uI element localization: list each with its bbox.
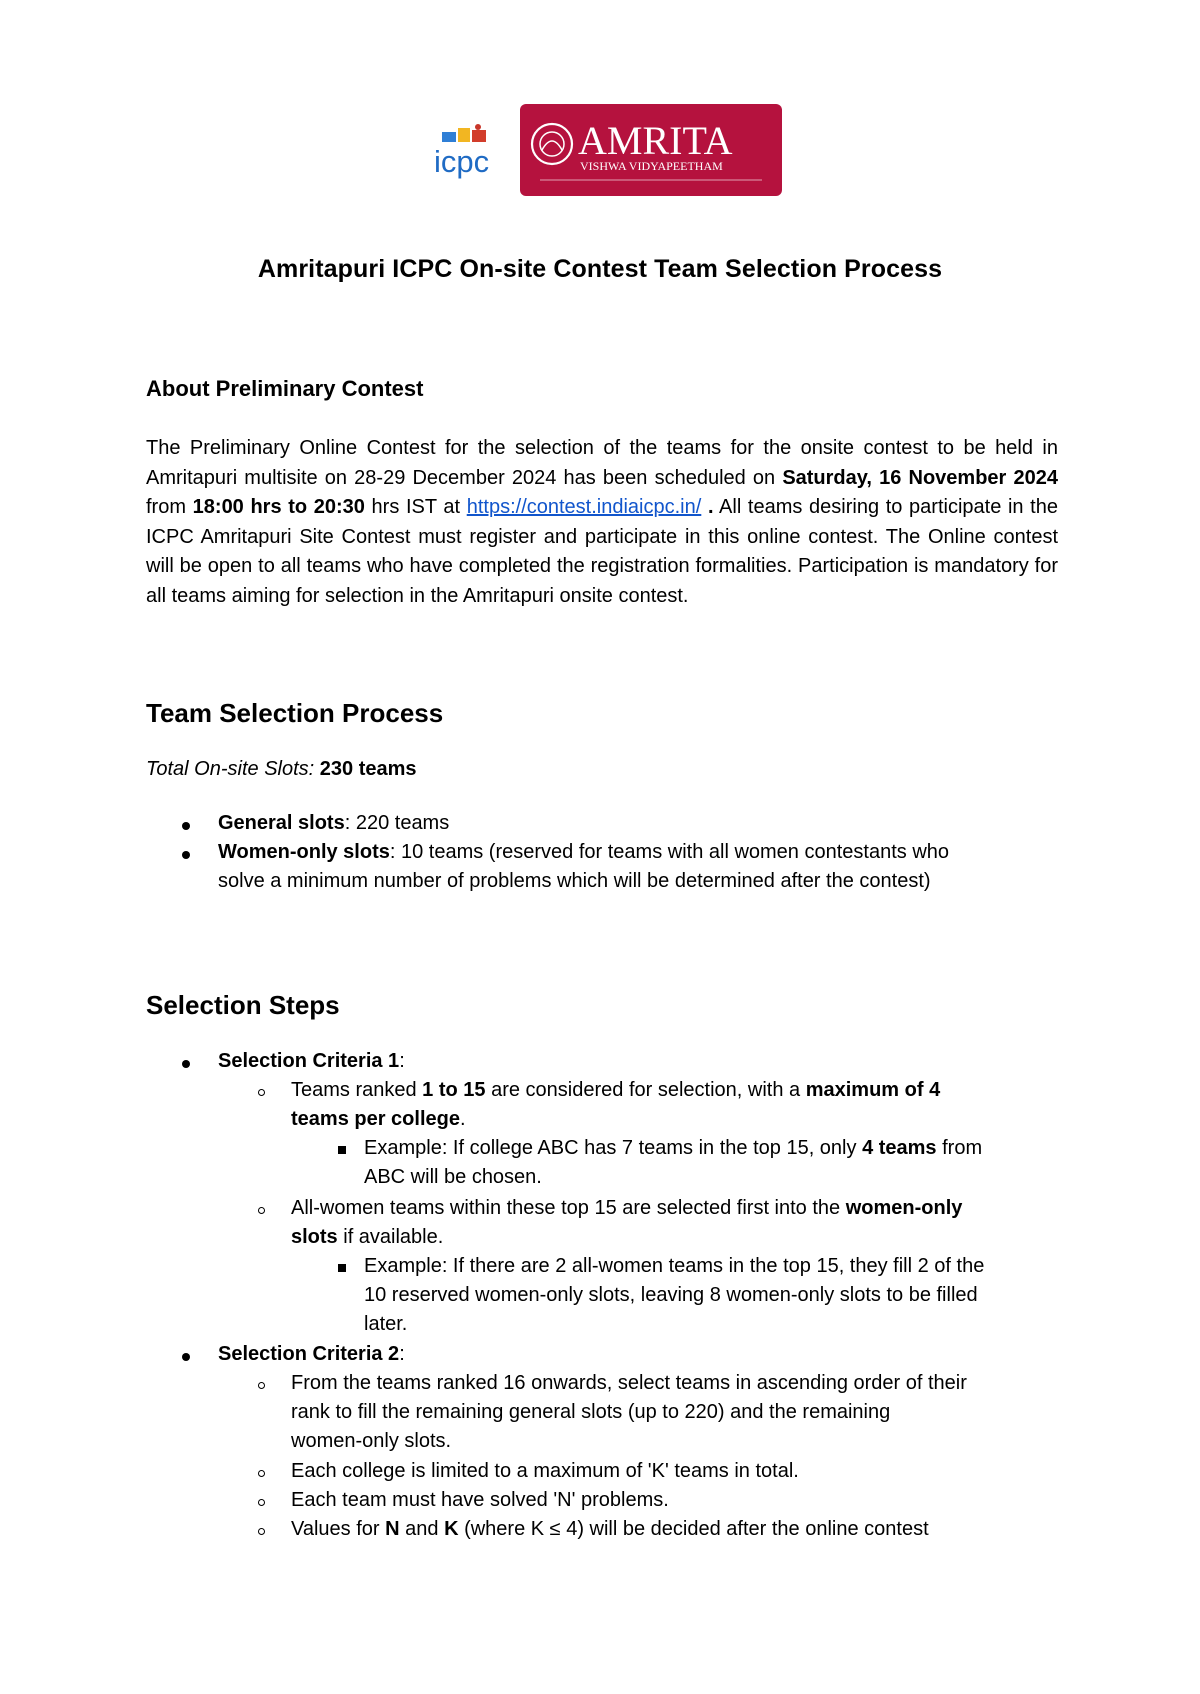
criteria-1-b-example-1: Example: If there are 2 all-women teams in the top 15, they fill 2 of the (364, 1255, 985, 1277)
general-slots-value: : 220 teams (344, 812, 450, 834)
criteria-2-a-3: women-only slots. (291, 1430, 452, 1452)
about-text-3: hrs IST at (364, 496, 467, 518)
women-slots-item-cont: solve a minimum number of problems which will be determined after the contest) (218, 870, 931, 892)
icpc-logo-text: icpc (434, 144, 490, 179)
amrita-logo-name: AMRITA (578, 118, 733, 163)
c2d-n: N (385, 1518, 400, 1540)
criteria-2-colon: : (399, 1343, 405, 1365)
bullet-circle (258, 1470, 265, 1477)
about-paragraph (146, 434, 1058, 611)
total-slots-value: 230 teams (319, 758, 417, 780)
c2d-text-1: Values for (291, 1518, 386, 1540)
general-slots-label: General slots (218, 812, 345, 834)
criteria-1-item (218, 1047, 405, 1077)
criteria-1-a (291, 1076, 940, 1106)
contest-date: Saturday, 16 November 2024 (782, 466, 1058, 489)
c1b-slots: slots (291, 1226, 338, 1248)
bullet-dot (182, 1353, 190, 1361)
women-slots-value-1: : 10 teams (reserved for teams with all women contestants who (389, 841, 950, 863)
c1a-max: maximum of 4 (805, 1079, 941, 1101)
women-slots-item (218, 838, 949, 868)
c1a-ex-bold: 4 teams (862, 1137, 937, 1159)
icpc-logo (432, 124, 502, 194)
criteria-2-label: Selection Criteria 2 (218, 1343, 400, 1365)
criteria-1-a-example-cont: ABC will be chosen. (364, 1166, 542, 1188)
criteria-2-item (218, 1340, 405, 1370)
bullet-square (338, 1264, 346, 1272)
total-slots-line (146, 755, 417, 785)
criteria-1-colon: : (399, 1050, 405, 1072)
c1b-women-only: women-only (845, 1197, 963, 1219)
total-slots-label: Total On-site Slots (146, 758, 309, 780)
about-text-5: All teams desiring to participate in the ICPC Amritapuri Site Contest must register and participate in this online contest. The Online contest will be open to all teams who have completed the registration formalities. Participation is mandatory for all teams aiming for selection in the Amritapuri onsite contest. (146, 496, 1058, 607)
bullet-dot (182, 822, 190, 830)
contest-time: 18:00 hrs to 20:30 (192, 496, 365, 518)
amrita-logo (520, 104, 782, 196)
header-logos (432, 104, 792, 196)
about-text-2: from (146, 496, 193, 518)
bullet-square (338, 1146, 346, 1154)
criteria-1-b-cont (291, 1223, 443, 1253)
c2d-text-2: and (399, 1518, 445, 1540)
criteria-2-d (291, 1515, 929, 1545)
bullet-dot (182, 1060, 190, 1068)
c1a-ex-text-2: from (936, 1137, 983, 1159)
c2d-k: K (444, 1518, 459, 1540)
bullet-circle (258, 1499, 265, 1506)
amrita-logo-subtitle: VISHWA VIDYAPEETHAM (580, 159, 723, 173)
criteria-1-b-example-3: later. (364, 1313, 408, 1335)
bullet-circle (258, 1528, 265, 1535)
total-slots-colon: : (308, 758, 320, 780)
criteria-1-b-example-2: 10 reserved women-only slots, leaving 8 women-only slots to be filled (364, 1284, 978, 1306)
about-text-1: The Preliminary Online Contest for the selection of the teams for the onsite contest to be held in Amritapuri multisite on 28-29 December 2024 has been scheduled on (146, 437, 1058, 489)
contest-link[interactable]: https://contest.indiaicpc.in/ (466, 496, 702, 518)
criteria-2-c: Each team must have solved 'N' problems. (291, 1489, 669, 1511)
c1a-rank: 1 to 15 (422, 1079, 486, 1101)
criteria-2-a-2: rank to fill the remaining general slots (up to 220) and the remaining (291, 1401, 891, 1423)
criteria-1-a-example (364, 1134, 982, 1164)
about-heading: About Preliminary Contest (146, 376, 424, 401)
bullet-circle (258, 1382, 265, 1389)
c1a-period: . (459, 1108, 466, 1130)
bullet-circle (258, 1207, 265, 1214)
criteria-1-a-cont (291, 1105, 466, 1135)
bullet-circle (258, 1089, 265, 1096)
c1b-text-2: if available. (337, 1226, 444, 1248)
criteria-1-b (291, 1194, 962, 1224)
team-selection-heading: Team Selection Process (146, 698, 444, 728)
about-text-4: . (701, 496, 714, 518)
criteria-2-a-1: From the teams ranked 16 onwards, select teams in ascending order of their (291, 1372, 967, 1394)
selection-steps-heading: Selection Steps (146, 990, 340, 1020)
c1a-text-1: Teams ranked (291, 1079, 423, 1101)
c1a-ex-text-1: Example: If college ABC has 7 teams in the top 15, only (364, 1137, 863, 1159)
c2d-text-3: (where K ≤ 4) will be decided after the online contest (458, 1518, 929, 1540)
c1a-per-college: teams per college (291, 1108, 460, 1130)
c1a-text-2: are considered for selection, with a (485, 1079, 806, 1101)
criteria-2-b: Each college is limited to a maximum of 'K' teams in total. (291, 1460, 799, 1482)
bullet-dot (182, 851, 190, 859)
c1b-text-1: All-women teams within these top 15 are selected first into the (291, 1197, 846, 1219)
criteria-1-label: Selection Criteria 1 (218, 1050, 400, 1072)
general-slots-item (218, 809, 449, 839)
page-title: Amritapuri ICPC On-site Contest Team Selection Process (257, 255, 943, 283)
women-slots-label: Women-only slots (218, 841, 390, 863)
